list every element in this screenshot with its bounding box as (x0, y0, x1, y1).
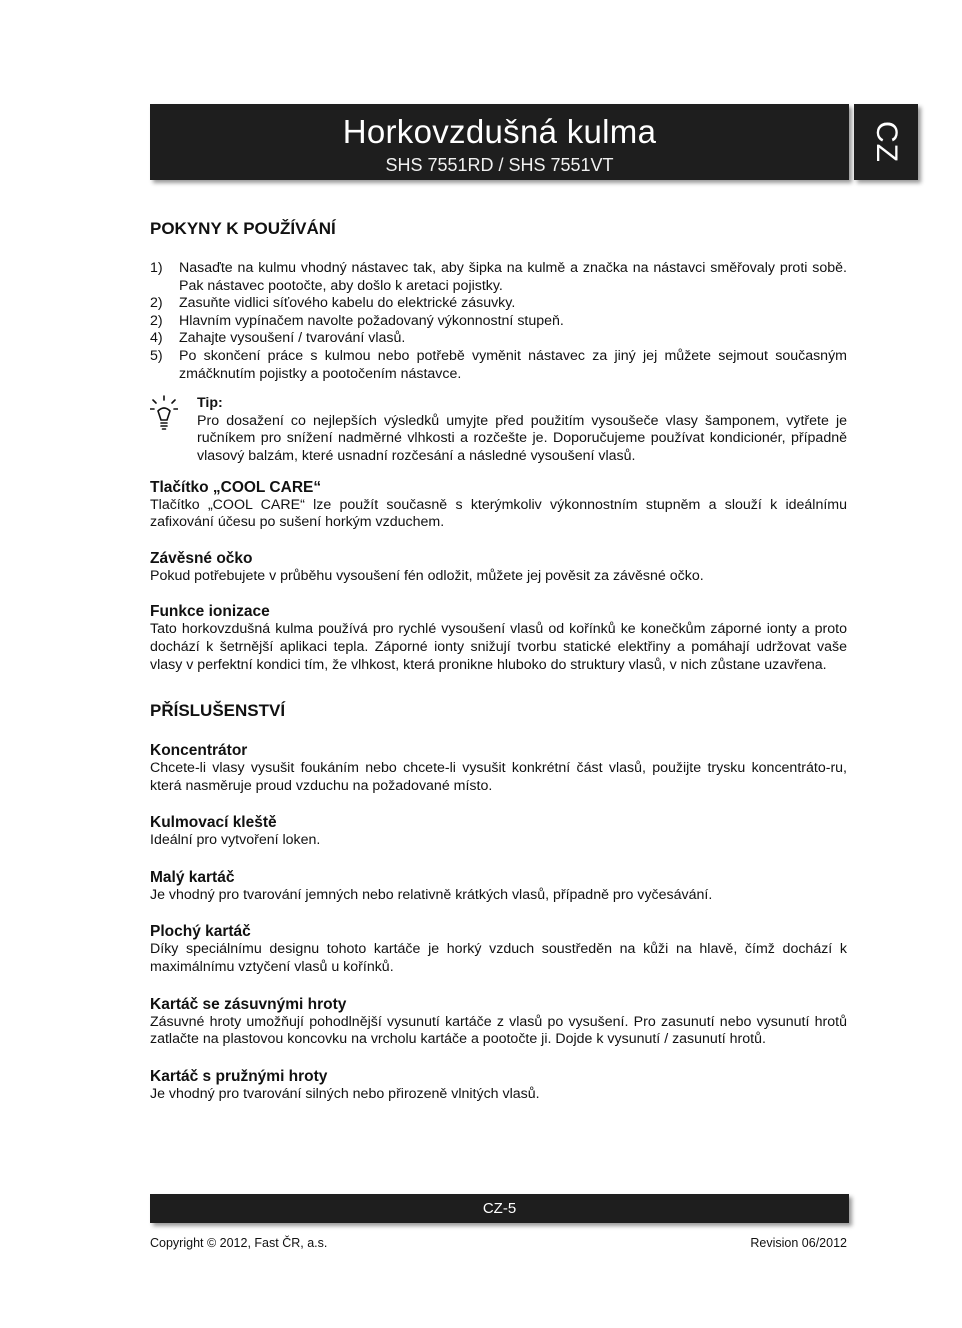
accessory-text: Díky speciálnímu designu tohoto kartáče je horký vzduch soustředěn na kůži na hlavě, čímž dochází k maximálnímu vztyčení vlasů u kořínků. (150, 941, 847, 976)
cool-care-title: Tlačítko „COOL CARE“ (150, 478, 322, 496)
footer (150, 1236, 847, 1250)
step-number: 5) (150, 347, 163, 364)
step-text: Po skončení práce s kulmou nebo potřebě vyměnit nástavec za jiný jej můžete sejmout současným zmáčknutím pojistky a pootočením nástavce. (179, 347, 847, 382)
header-bar (150, 104, 849, 180)
tip-box (150, 395, 847, 465)
accessory-title: Koncentrátor (150, 742, 248, 760)
ionization-text: Tato horkovzdušná kulma používá pro rychlé vysoušení vlasů od kořínků ke konečkům záporné ionty a proto dochází k šetrnější aplikaci tepla. Záporné ionty snižují tvorbu statické elektřiny a pomáhají udržovat vaše vlasy v perfektní kondici tím, že vlhkost, která pronikne hluboko do struktury vlasů, v nich zůstane uzavřena. (150, 621, 847, 673)
step-text: Zasuňte vidlici síťového kabelu do elektrické zásuvky. (179, 295, 516, 312)
list-item (150, 260, 847, 295)
accessories-section-title: PŘÍSLUŠENSTVÍ (150, 701, 286, 721)
list-item (150, 313, 847, 331)
cool-care-text: Tlačítko „COOL CARE“ lze použít současně s kterýmkoliv výkonnostním stupněm a slouží k ideálnímu zafixování účesu po sušení horkým vzduchem. (150, 496, 847, 531)
usage-steps-list (150, 260, 847, 383)
accessory-title: Kartáč se zásuvnými hroty (150, 995, 347, 1013)
ionization-title: Funkce ionizace (150, 603, 270, 621)
step-number: 2) (150, 295, 163, 312)
language-label: CZ (870, 121, 903, 163)
accessory-text: Chcete-li vlasy vysušit foukáním nebo chcete-li vysušit konkrétní část vlasů, použijte trysku koncentráto-ru, která nasměruje proud vzduchu na požadované místo. (150, 760, 847, 794)
accessory-text: Je vhodný pro tvarování jemných nebo relativně krátkých vlasů, případně pro vyčesávání. (150, 886, 713, 903)
accessory-text: Zásuvné hroty umožňují pohodlnější vysunutí kartáče z vlasů po vysušení. Pro zasunutí nebo vysunutí hrotů zatlačte na plastovou koncovku na vrcholu kartáče a pootočte ji. Dojde k vysunutí / zasunutí hrotů. (150, 1013, 847, 1048)
lightbulb-icon (150, 395, 197, 465)
accessory-title: Malý kartáč (150, 868, 235, 886)
tip-label: Tip: (197, 395, 223, 412)
step-number: 4) (150, 330, 163, 347)
accessory-title: Plochý kartáč (150, 923, 251, 941)
accessory-text: Je vhodný pro tvarování silných nebo přirozeně vlnitých vlasů. (150, 1085, 540, 1102)
list-item (150, 295, 847, 313)
page-content (150, 218, 847, 1103)
accessory-title: Kulmovací kleště (150, 814, 277, 832)
language-tab (854, 104, 918, 180)
usage-section-title: POKYNY K POUŽÍVÁNÍ (150, 219, 336, 238)
accessory-title: Kartáč s pružnými hroty (150, 1067, 328, 1085)
step-text: Zahajte vysoušení / tvarování vlasů. (179, 330, 406, 347)
hanging-loop-title: Závěsné očko (150, 549, 253, 567)
list-item (150, 348, 847, 383)
accessory-text: Ideální pro vytvoření loken. (150, 832, 321, 849)
copyright-text: Copyright © 2012, Fast ČR, a.s. (150, 1236, 328, 1250)
page-number: CZ-5 (482, 1200, 517, 1217)
hanging-loop-text: Pokud potřebujete v průběhu vysoušení fén odložit, můžete jej pověsit za závěsné očko. (150, 567, 704, 584)
page-number-bar (150, 1194, 849, 1223)
tip-text: Pro dosažení co nejlepších výsledků umyjte před použitím vysoušeče vlasy šamponem, vytřete je ručníkem pro snížení nadměrné vlhkosti a rozčešte je. Doporučujeme používat kondicionér, případně vlasový balzám, které usnadní rozčesání a následné vysoušení vlasů. (197, 412, 847, 464)
list-item (150, 330, 847, 348)
revision-text: Revision 06/2012 (750, 1236, 847, 1250)
model-numbers: SHS 7551RD / SHS 7551VT (385, 155, 614, 175)
step-number: 2) (150, 312, 163, 329)
step-number: 1) (150, 260, 163, 276)
document-title: Horkovzdušná kulma (342, 113, 657, 150)
step-text: Hlavním vypínačem navolte požadovaný výkonnostní stupeň. (179, 312, 564, 329)
step-text: Nasaďte na kulmu vhodný nástavec tak, aby šipka na kulmě a značka na nástavci směřovaly proti sobě. Pak nástavec pootočte, aby došlo k aretaci pojistky. (179, 260, 847, 294)
